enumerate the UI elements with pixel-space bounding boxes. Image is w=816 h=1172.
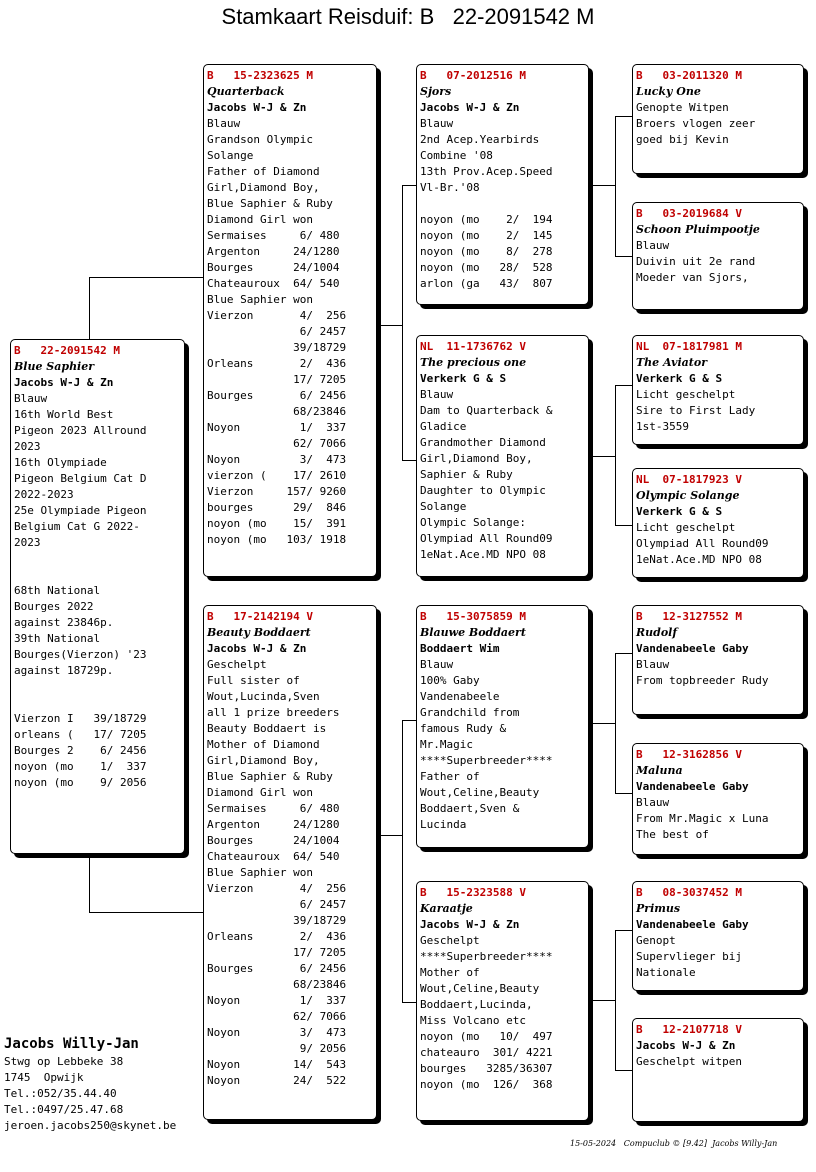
info-line: Vierzon I 39/18729 [14, 712, 147, 725]
connector-line [592, 723, 616, 724]
info-line: Mother of Diamond [207, 738, 320, 751]
info-line: From topbreeder Rudy [636, 674, 769, 687]
info-line: Noyon 3/ 473 [207, 1026, 347, 1039]
info-line: Argenton 24/1280 [207, 245, 340, 258]
info-line: Blauw [14, 392, 48, 405]
connector-line [615, 525, 633, 526]
owner-city: 1745 Opwijk [4, 1071, 84, 1084]
connector-line [615, 793, 633, 794]
info-line: 68th National [14, 584, 101, 597]
info-line: Diamond Girl won [207, 213, 313, 226]
info-line: Moeder van Sjors, [636, 271, 749, 284]
info-line: noyon (mo 2/ 194 [420, 213, 553, 226]
info-line: 2022-2023 [14, 488, 74, 501]
info-line: Blauw [420, 658, 454, 671]
connector-line [380, 835, 403, 836]
info-line: Blauw [636, 239, 670, 252]
info-line: Blue Saphier & Ruby [207, 197, 333, 210]
info-line: Grandchild from [420, 706, 520, 719]
info-line: 1eNat.Ace.MD NPO 08 [420, 548, 546, 561]
info-line: Lucinda [420, 818, 467, 831]
pigeon-name: The Aviator [636, 356, 708, 369]
info-line: arlon (ga 43/ 807 [420, 277, 553, 290]
info-line: Gladice [420, 420, 467, 433]
info-line: 25e Olympiade Pigeon [14, 504, 147, 517]
great-grandparent-card [632, 468, 804, 578]
info-line: Blue Saphier & Ruby [207, 770, 333, 783]
info-line: all 1 prize breeders [207, 706, 340, 719]
info-line: Chateauroux 64/ 540 [207, 277, 340, 290]
maternal-grandmother-card [416, 881, 589, 1121]
info-line: Father of Diamond [207, 165, 320, 178]
breeder-name: Vandenabeele Gaby [636, 780, 749, 793]
connector-line [89, 858, 90, 912]
info-line: 62/ 7066 [207, 1010, 347, 1023]
info-line: Bourges 6/ 2456 [207, 962, 347, 975]
info-line: Broers vlogen zeer [636, 117, 756, 130]
info-line: Genopt [636, 934, 676, 947]
info-line: Blue Saphier won [207, 866, 313, 879]
breeder-name: Jacobs W-J & Zn [420, 101, 520, 114]
info-line: 1st-3559 [636, 420, 689, 433]
info-line: 6/ 2457 [207, 325, 347, 338]
connector-line [592, 185, 616, 186]
info-line: Bourges 24/1004 [207, 261, 340, 274]
pigeon-name: Blauwe Boddaert [420, 626, 526, 639]
info-line: 39th National [14, 632, 101, 645]
info-line: Mother of [420, 966, 480, 979]
connector-line [615, 653, 633, 654]
info-line: Blauw [420, 117, 454, 130]
info-line: Geschelpt witpen [636, 1055, 742, 1068]
info-line: Girl,Diamond Boy, [207, 754, 320, 767]
info-line [14, 679, 184, 695]
info-line: 100% Gaby [420, 674, 480, 687]
info-line: 2nd Acep.Yearbirds [420, 133, 540, 146]
info-line: ****Superbreeder**** [420, 754, 553, 767]
info-line: 9/ 2056 [207, 1042, 347, 1055]
info-line: From Mr.Magic x Luna [636, 812, 769, 825]
paternal-grandmother-card [416, 335, 589, 577]
info-line: Vl-Br.'08 [420, 181, 480, 194]
info-line: chateauro 301/ 4221 [420, 1046, 553, 1059]
info-line: noyon (mo 9/ 2056 [14, 776, 147, 789]
info-line: 68/23846 [207, 978, 347, 991]
breeder-name: Jacobs W-J & Zn [14, 376, 114, 389]
ring-number: B 08-3037452 M [636, 886, 742, 899]
footer-credits: 15-05-2024 Compuclub © [9.42] Jacobs Willy-Jan [570, 1139, 778, 1148]
great-grandparent-card [632, 335, 804, 445]
info-line: noyon (mo 15/ 391 [207, 517, 347, 530]
great-grandparent-card [632, 881, 804, 991]
connector-line [615, 930, 633, 931]
info-line: Daughter to Olympic [420, 484, 546, 497]
ring-number: B 15-2323588 V [420, 886, 526, 899]
breeder-name: Vandenabeele Gaby [636, 642, 749, 655]
info-line: Blauw [636, 796, 670, 809]
info-line: noyon (mo 8/ 278 [420, 245, 553, 258]
pigeon-name: Sjors [420, 85, 452, 98]
ring-number: B 03-2011320 M [636, 69, 742, 82]
info-line: Noyon 1/ 337 [207, 421, 347, 434]
ring-number: NL 11-1736762 V [420, 340, 526, 353]
info-line: noyon (mo 28/ 528 [420, 261, 553, 274]
info-line: Diamond Girl won [207, 786, 313, 799]
breeder-name: Jacobs W-J & Zn [207, 101, 307, 114]
great-grandparent-card [632, 605, 804, 715]
info-line: noyon (mo 1/ 337 [14, 760, 147, 773]
ring-number: B 15-3075859 M [420, 610, 526, 623]
info-line: Licht geschelpt [636, 388, 736, 401]
info-line: 17/ 7205 [207, 946, 347, 959]
info-line: Supervlieger bij [636, 950, 742, 963]
info-line: Blue Saphier won [207, 293, 313, 306]
info-line [420, 196, 588, 212]
info-line: 1eNat.Ace.MD NPO 08 [636, 553, 762, 566]
info-line: Bourges 2022 [14, 600, 94, 613]
ring-number: B 22-2091542 M [14, 344, 120, 357]
info-line: Noyon 3/ 473 [207, 453, 347, 466]
owner-phone: Tel.:052/35.44.40 [4, 1087, 117, 1100]
info-line: ****Superbreeder**** [420, 950, 553, 963]
pigeon-name: Beauty Boddaert [207, 626, 311, 639]
pigeon-name: Primus [636, 902, 681, 915]
info-line: 16th World Best [14, 408, 114, 421]
pigeon-name: Blue Saphier [14, 360, 95, 373]
ring-number: NL 07-1817923 V [636, 473, 742, 486]
connector-line [592, 456, 616, 457]
breeder-name: Jacobs W-J & Zn [420, 918, 520, 931]
info-line: Bourges 2 6/ 2456 [14, 744, 147, 757]
info-line: Miss Volcano etc [420, 1014, 526, 1027]
great-grandparent-card [632, 1018, 804, 1122]
info-line: 2023 [14, 440, 41, 453]
breeder-name: Verkerk G & S [636, 372, 723, 385]
info-line: The best of [636, 828, 709, 841]
info-line: Vandenabeele [420, 690, 500, 703]
info-line: 68/23846 [207, 405, 347, 418]
connector-line [615, 1070, 633, 1071]
info-line: Grandson Olympic [207, 133, 313, 146]
info-line: noyon (mo 2/ 145 [420, 229, 553, 242]
info-line: Father of [420, 770, 480, 783]
info-line: bourges 29/ 846 [207, 501, 347, 514]
great-grandparent-card [632, 64, 804, 174]
info-line: Blauw [636, 658, 670, 671]
info-line: Girl,Diamond Boy, [420, 452, 533, 465]
info-line: 17/ 7205 [207, 373, 347, 386]
ring-number: B 15-2323625 M [207, 69, 313, 82]
great-grandparent-card [632, 743, 804, 855]
ring-number: NL 07-1817981 M [636, 340, 742, 353]
owner-name: Jacobs Willy-Jan [4, 1036, 139, 1052]
info-line: Dam to Quarterback & [420, 404, 553, 417]
info-line: Beauty Boddaert is [207, 722, 327, 735]
info-line: Noyon 14/ 543 [207, 1058, 347, 1071]
ring-number: B 17-2142194 V [207, 610, 313, 623]
info-line: vierzon ( 17/ 2610 [207, 469, 347, 482]
info-line: Bourges(Vierzon) '23 [14, 648, 147, 661]
info-line: Sermaises 6/ 480 [207, 229, 340, 242]
info-line: 13th Prov.Acep.Speed [420, 165, 553, 178]
owner-street: Stwg op Lebbeke 38 [4, 1055, 124, 1068]
info-line: Sire to First Lady [636, 404, 756, 417]
connector-line [89, 277, 205, 278]
owner-mobile: Tel.:0497/25.47.68 [4, 1103, 124, 1116]
info-line: Orleans 2/ 436 [207, 930, 347, 943]
info-line: Wout,Celine,Beauty [420, 982, 540, 995]
info-line: Vierzon 4/ 256 [207, 882, 347, 895]
info-line: Bourges 6/ 2456 [207, 389, 347, 402]
connector-line [615, 116, 633, 117]
breeder-name: Verkerk G & S [636, 505, 723, 518]
info-line: noyon (mo 126/ 368 [420, 1078, 553, 1091]
info-line: famous Rudy & [420, 722, 507, 735]
info-line: Blauw [420, 388, 454, 401]
father-card [203, 64, 377, 577]
connector-line [615, 930, 616, 1070]
info-line: Bourges 24/1004 [207, 834, 340, 847]
ring-number: B 07-2012516 M [420, 69, 526, 82]
info-line: Wout,Celine,Beauty [420, 786, 540, 799]
pigeon-name: Lucky One [636, 85, 701, 98]
pigeon-name: Rudolf [636, 626, 678, 639]
connector-line [89, 912, 205, 913]
info-line: Wout,Lucinda,Sven [207, 690, 320, 703]
info-line: 39/18729 [207, 341, 347, 354]
info-line: Licht geschelpt [636, 521, 736, 534]
owner-email[interactable]: jeroen.jacobs250@skynet.be [4, 1119, 177, 1132]
info-line: 16th Olympiade [14, 456, 107, 469]
paternal-grandfather-card [416, 64, 589, 305]
pigeon-name: The precious one [420, 356, 527, 369]
mother-card [203, 605, 377, 1120]
info-line: noyon (mo 10/ 497 [420, 1030, 553, 1043]
connector-line [615, 385, 633, 386]
connector-line [615, 116, 616, 256]
pigeon-name: Quarterback [207, 85, 285, 98]
info-line: Nationale [636, 966, 696, 979]
info-line: Boddaert,Sven & [420, 802, 520, 815]
info-line: Noyon 24/ 522 [207, 1074, 347, 1087]
connector-line [615, 653, 616, 793]
info-line: Girl,Diamond Boy, [207, 181, 320, 194]
info-line: Saphier & Ruby [420, 468, 513, 481]
info-line: against 23846p. [14, 616, 114, 629]
info-line [14, 567, 184, 583]
info-line: Olympiad All Round09 [420, 532, 553, 545]
info-line: Vierzon 157/ 9260 [207, 485, 347, 498]
breeder-name: Jacobs W-J & Zn [207, 642, 307, 655]
info-line: Grandmother Diamond [420, 436, 546, 449]
info-line: against 18729p. [14, 664, 114, 677]
info-line: 62/ 7066 [207, 437, 347, 450]
breeder-name: Jacobs W-J & Zn [636, 1039, 736, 1052]
info-line: orleans ( 17/ 7205 [14, 728, 147, 741]
info-line: Pigeon 2023 Allround [14, 424, 147, 437]
ring-number: B 12-3162856 V [636, 748, 742, 761]
pigeon-name: Olympic Solange [636, 489, 740, 502]
info-line: Solange [207, 149, 254, 162]
info-line: Pigeon Belgium Cat D [14, 472, 147, 485]
info-line: Geschelpt [207, 658, 267, 671]
info-line: Sermaises 6/ 480 [207, 802, 340, 815]
info-line: bourges 3285/36307 [420, 1062, 553, 1075]
info-line: Boddaert,Lucinda, [420, 998, 533, 1011]
ring-number: B 12-3127552 M [636, 610, 742, 623]
info-line: Geschelpt [420, 934, 480, 947]
connector-line [615, 256, 633, 257]
info-line: Olympiad All Round09 [636, 537, 769, 550]
subject-pigeon-card [10, 339, 185, 854]
info-line: goed bij Kevin [636, 133, 729, 146]
info-line: Full sister of [207, 674, 300, 687]
page-title: Stamkaart Reisduif: B 22-2091542 M [221, 4, 595, 29]
info-line: Argenton 24/1280 [207, 818, 340, 831]
info-line: Mr.Magic [420, 738, 473, 751]
info-line: noyon (mo 103/ 1918 [207, 533, 347, 546]
info-line: Duivin uit 2e rand [636, 255, 756, 268]
connector-line [380, 325, 403, 326]
info-line: Solange [420, 500, 467, 513]
info-line: Olympic Solange: [420, 516, 526, 529]
owner-info [4, 1034, 176, 1134]
info-line [14, 551, 184, 567]
connector-line [592, 1000, 616, 1001]
info-line [14, 695, 184, 711]
info-line: Belgium Cat G 2022- [14, 520, 140, 533]
info-line: 39/18729 [207, 914, 347, 927]
ring-number: B 03-2019684 V [636, 207, 742, 220]
breeder-name: Vandenabeele Gaby [636, 918, 749, 931]
info-line: Noyon 1/ 337 [207, 994, 347, 1007]
pigeon-name: Maluna [636, 764, 683, 777]
info-line: Chateauroux 64/ 540 [207, 850, 340, 863]
breeder-name: Boddaert Wim [420, 642, 500, 655]
pigeon-name: Schoon Pluimpootje [636, 223, 760, 236]
info-line: Blauw [207, 117, 241, 130]
info-line: Orleans 2/ 436 [207, 357, 347, 370]
connector-line [89, 277, 90, 339]
maternal-grandfather-card [416, 605, 589, 848]
info-line: Combine '08 [420, 149, 493, 162]
info-line: Genopte Witpen [636, 101, 729, 114]
info-line: 2023 [14, 536, 41, 549]
info-line: Vierzon 4/ 256 [207, 309, 347, 322]
pigeon-name: Karaatje [420, 902, 473, 915]
breeder-name: Verkerk G & S [420, 372, 507, 385]
connector-line [402, 720, 403, 1002]
great-grandparent-card [632, 202, 804, 310]
ring-number: B 12-2107718 V [636, 1023, 742, 1036]
info-line: 6/ 2457 [207, 898, 347, 911]
connector-line [615, 385, 616, 525]
connector-line [402, 185, 403, 460]
